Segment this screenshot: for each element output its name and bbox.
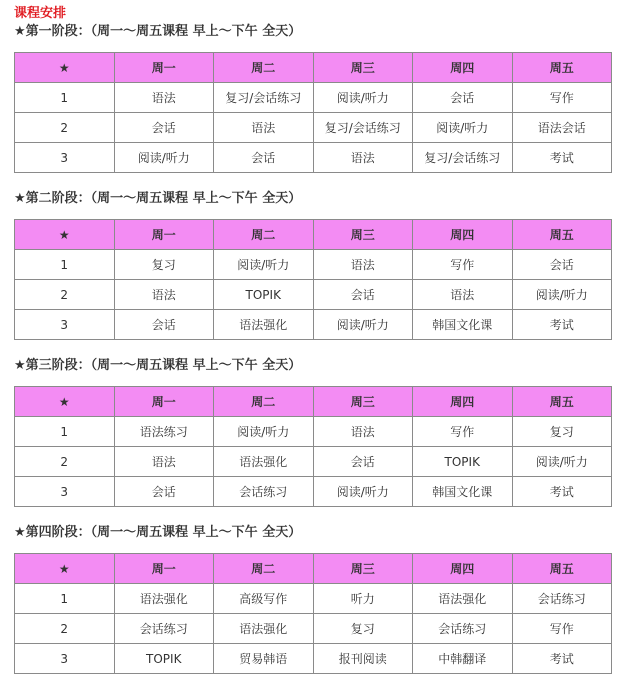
table-row xyxy=(15,310,612,340)
column-header: 周一 xyxy=(114,220,214,250)
column-header: 周三 xyxy=(313,387,413,417)
star-icon: ★ xyxy=(15,554,115,584)
column-header: 周二 xyxy=(214,387,314,417)
star-icon: ★ xyxy=(15,387,115,417)
column-header: 周二 xyxy=(214,220,314,250)
table-cell: 报刊阅读 xyxy=(313,644,413,674)
column-header: 周一 xyxy=(114,387,214,417)
table-header-row xyxy=(15,554,612,584)
column-header: 周四 xyxy=(413,53,513,83)
table-header-row xyxy=(15,220,612,250)
table-cell: 阅读/听力 xyxy=(313,83,413,113)
table-cell: 会话练习 xyxy=(114,614,214,644)
table-cell: 1 xyxy=(15,417,115,447)
table-cell: 写作 xyxy=(512,614,612,644)
table-cell: 考试 xyxy=(512,143,612,173)
table-cell: 写作 xyxy=(413,417,513,447)
table-cell: 会话练习 xyxy=(512,584,612,614)
table-cell: 会话练习 xyxy=(214,477,314,507)
table-cell: 复习 xyxy=(512,417,612,447)
column-header: 周三 xyxy=(313,554,413,584)
table-row xyxy=(15,584,612,614)
stage-3-heading: ★第三阶段：（周一～周五课程 早上～下午 全天） xyxy=(14,358,302,373)
table-cell: 1 xyxy=(15,83,115,113)
star-icon: ★ xyxy=(15,220,115,250)
table-cell: 语法 xyxy=(313,417,413,447)
table-cell: 2 xyxy=(15,614,115,644)
table-cell: 语法 xyxy=(114,83,214,113)
stage-1-heading: ★第一阶段：（周一～周五课程 早上～下午 全天） xyxy=(14,24,302,39)
table-cell: 语法 xyxy=(114,280,214,310)
column-header: 周五 xyxy=(512,220,612,250)
table-cell: TOPIK xyxy=(114,644,214,674)
table-cell: 语法 xyxy=(214,113,314,143)
stage-4-heading: ★第四阶段：（周一～周五课程 早上～下午 全天） xyxy=(14,525,302,540)
table-cell: 复习/会话练习 xyxy=(413,143,513,173)
table-cell: 复习 xyxy=(114,250,214,280)
stage-2-heading: ★第二阶段：（周一～周五课程 早上～下午 全天） xyxy=(14,191,302,206)
column-header: 周一 xyxy=(114,53,214,83)
stage-4-table xyxy=(14,553,612,674)
table-cell: 复习/会话练习 xyxy=(214,83,314,113)
table-cell: 会话 xyxy=(114,310,214,340)
table-row xyxy=(15,280,612,310)
table-cell: 会话 xyxy=(114,477,214,507)
table-cell: 语法练习 xyxy=(114,417,214,447)
column-header: 周一 xyxy=(114,554,214,584)
table-cell: 阅读/听力 xyxy=(214,250,314,280)
table-cell: 2 xyxy=(15,447,115,477)
table-cell: 会话 xyxy=(313,280,413,310)
table-cell: 考试 xyxy=(512,477,612,507)
stage-3-table xyxy=(14,386,612,507)
table-cell: 语法 xyxy=(313,250,413,280)
column-header: 周三 xyxy=(313,53,413,83)
column-header: 周五 xyxy=(512,387,612,417)
page-title: 课程安排 xyxy=(14,6,67,21)
table-cell: TOPIK xyxy=(413,447,513,477)
table-cell: 会话练习 xyxy=(413,614,513,644)
table-cell: 阅读/听力 xyxy=(114,143,214,173)
column-header: 周四 xyxy=(413,220,513,250)
table-cell: 会话 xyxy=(512,250,612,280)
table-cell: 写作 xyxy=(512,83,612,113)
table-cell: 阅读/听力 xyxy=(512,447,612,477)
table-cell: 1 xyxy=(15,584,115,614)
table-row xyxy=(15,614,612,644)
table-cell: 贸易韩语 xyxy=(214,644,314,674)
table-cell: 阅读/听力 xyxy=(313,310,413,340)
stage-1-table xyxy=(14,52,612,173)
table-cell: 听力 xyxy=(313,584,413,614)
table-cell: 复习/会话练习 xyxy=(313,113,413,143)
table-header-row xyxy=(15,53,612,83)
column-header: 周五 xyxy=(512,554,612,584)
table-cell: 2 xyxy=(15,113,115,143)
table-cell: 3 xyxy=(15,477,115,507)
table-cell: 语法 xyxy=(313,143,413,173)
table-cell: 写作 xyxy=(413,250,513,280)
table-cell: TOPIK xyxy=(214,280,314,310)
column-header: 周五 xyxy=(512,53,612,83)
table-cell: 韩国文化课 xyxy=(413,477,513,507)
table-cell: 阅读/听力 xyxy=(413,113,513,143)
table-cell: 会话 xyxy=(114,113,214,143)
table-row xyxy=(15,143,612,173)
table-cell: 语法强化 xyxy=(214,447,314,477)
table-header-row xyxy=(15,387,612,417)
table-cell: 语法强化 xyxy=(214,310,314,340)
table-cell: 复习 xyxy=(313,614,413,644)
table-cell: 会话 xyxy=(214,143,314,173)
table-row xyxy=(15,477,612,507)
table-cell: 语法 xyxy=(413,280,513,310)
table-cell: 3 xyxy=(15,310,115,340)
table-cell: 语法强化 xyxy=(413,584,513,614)
column-header: 周二 xyxy=(214,53,314,83)
column-header: 周二 xyxy=(214,554,314,584)
table-cell: 考试 xyxy=(512,644,612,674)
table-cell: 1 xyxy=(15,250,115,280)
table-row xyxy=(15,447,612,477)
table-row xyxy=(15,250,612,280)
table-cell: 中韩翻译 xyxy=(413,644,513,674)
table-cell: 阅读/听力 xyxy=(512,280,612,310)
table-cell: 会话 xyxy=(413,83,513,113)
stage-2-table xyxy=(14,219,612,340)
table-cell: 阅读/听力 xyxy=(214,417,314,447)
table-row xyxy=(15,83,612,113)
table-cell: 考试 xyxy=(512,310,612,340)
table-cell: 会话 xyxy=(313,447,413,477)
table-cell: 语法强化 xyxy=(214,614,314,644)
table-row xyxy=(15,644,612,674)
column-header: 周四 xyxy=(413,387,513,417)
column-header: 周三 xyxy=(313,220,413,250)
table-cell: 高级写作 xyxy=(214,584,314,614)
table-cell: 2 xyxy=(15,280,115,310)
table-cell: 3 xyxy=(15,644,115,674)
table-row xyxy=(15,417,612,447)
column-header: 周四 xyxy=(413,554,513,584)
table-cell: 语法 xyxy=(114,447,214,477)
table-cell: 韩国文化课 xyxy=(413,310,513,340)
table-cell: 阅读/听力 xyxy=(313,477,413,507)
star-icon: ★ xyxy=(15,53,115,83)
table-cell: 3 xyxy=(15,143,115,173)
table-row xyxy=(15,113,612,143)
table-cell: 语法会话 xyxy=(512,113,612,143)
table-cell: 语法强化 xyxy=(114,584,214,614)
